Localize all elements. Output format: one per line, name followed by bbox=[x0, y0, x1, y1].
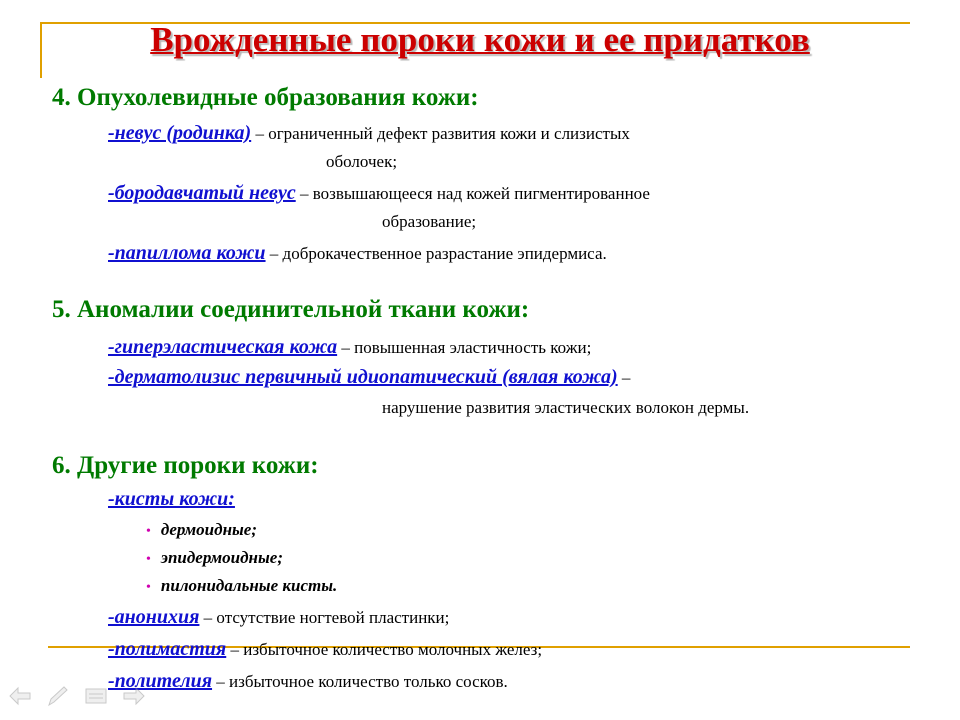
list-item bbox=[108, 336, 591, 359]
definition: – возвышающееся над кожей пигментированное bbox=[295, 184, 650, 203]
definition: – ограниченный дефект развития кожи и слизистых bbox=[251, 124, 630, 143]
cyst-label: пилонидальные кисты. bbox=[160, 576, 338, 595]
definition: – избыточное количество только сосков. bbox=[212, 672, 508, 691]
list-item bbox=[108, 638, 542, 661]
term: -папиллома кожи bbox=[108, 242, 266, 264]
definition-continuation: нарушение развития эластических волокон дермы. bbox=[382, 398, 750, 417]
definition-continuation: образование; bbox=[382, 212, 477, 231]
pen-icon[interactable] bbox=[46, 685, 70, 707]
definition: – доброкачественное разрастание эпидермиса. bbox=[265, 244, 607, 263]
definition-continuation: оболочек; bbox=[326, 152, 398, 171]
list-item bbox=[108, 122, 630, 145]
cyst-item bbox=[146, 576, 337, 596]
list-item bbox=[108, 182, 650, 205]
list-item bbox=[108, 606, 449, 629]
slide-navigation bbox=[8, 684, 146, 708]
section-6-heading: 6. Другие пороки кожи: bbox=[52, 452, 319, 479]
cyst-label: эпидермоидные; bbox=[160, 548, 283, 567]
term: -дерматолизис первичный идиопатический (вялая кожа) bbox=[108, 366, 618, 388]
definition: – избыточное количество молочных желез; bbox=[226, 640, 543, 659]
bullet-icon: • bbox=[146, 552, 151, 567]
slide-title: Врожденные пороки кожи и ее придатков bbox=[150, 20, 810, 59]
term: -кисты кожи: bbox=[108, 488, 235, 510]
bullet-icon: • bbox=[146, 524, 151, 539]
definition: – bbox=[617, 368, 631, 387]
back-arrow-icon[interactable] bbox=[8, 685, 32, 707]
definition: – отсутствие ногтевой пластинки; bbox=[199, 608, 450, 627]
bullet-icon: • bbox=[146, 580, 151, 595]
list-item bbox=[108, 488, 235, 511]
term: -гиперэластическая кожа bbox=[108, 336, 338, 358]
cyst-item bbox=[146, 520, 257, 540]
cyst-item bbox=[146, 548, 283, 568]
list-item bbox=[108, 366, 630, 389]
section-4-heading: 4. Опухолевидные образования кожи: bbox=[52, 84, 479, 111]
cyst-label: дермоидные; bbox=[160, 520, 258, 539]
menu-icon[interactable] bbox=[84, 685, 108, 707]
list-item bbox=[108, 242, 607, 265]
definition: – повышенная эластичность кожи; bbox=[337, 338, 592, 357]
term: -полимастия bbox=[108, 638, 227, 660]
term: -невус (родинка) bbox=[108, 122, 252, 144]
forward-arrow-icon[interactable] bbox=[122, 685, 146, 707]
term: -анонихия bbox=[108, 606, 200, 628]
term: -полителия bbox=[108, 670, 213, 692]
list-item bbox=[108, 670, 508, 693]
section-5-heading: 5. Аномалии соединительной ткани кожи: bbox=[52, 296, 530, 323]
term: -бородавчатый невус bbox=[108, 182, 296, 204]
